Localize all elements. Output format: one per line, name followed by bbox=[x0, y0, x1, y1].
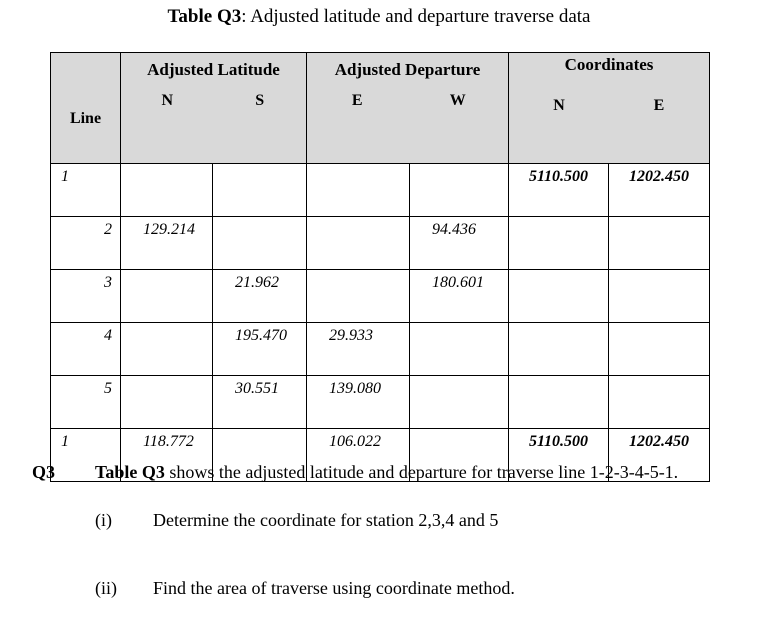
latitude-n-cell bbox=[121, 323, 213, 376]
latitude-n-cell: 118.772 bbox=[121, 429, 213, 482]
question-number: Q3 bbox=[32, 462, 56, 482]
question-intro bbox=[95, 462, 678, 483]
line-number: 5 bbox=[104, 380, 112, 397]
departure-e-cell bbox=[307, 270, 410, 323]
question-part-text: Determine the coordinate for station 2,3,4 and 5 bbox=[153, 510, 499, 530]
header-departure-w: W bbox=[449, 92, 466, 109]
latitude-s-cell: 30.551 bbox=[213, 376, 307, 429]
table-caption bbox=[0, 6, 758, 28]
table-row bbox=[51, 323, 710, 376]
coord-e-cell bbox=[609, 323, 710, 376]
coord-e-cell bbox=[609, 376, 710, 429]
table-row bbox=[51, 270, 710, 323]
coord-n-cell bbox=[509, 217, 609, 270]
line-number: 3 bbox=[104, 274, 112, 291]
question-intro-text: shows the adjusted latitude and departure for traverse line 1-2-3-4-5-1. bbox=[164, 462, 679, 482]
coord-n-cell: 5110.500 bbox=[509, 429, 609, 482]
line-cell bbox=[51, 217, 121, 270]
departure-e-cell: 139.080 bbox=[307, 376, 410, 429]
latitude-n-cell bbox=[121, 270, 213, 323]
latitude-s-cell bbox=[213, 217, 307, 270]
departure-w-cell: 180.601 bbox=[410, 270, 509, 323]
departure-w-cell bbox=[410, 164, 509, 217]
departure-e-cell: 29.933 bbox=[307, 323, 410, 376]
header-coordinates-label: Coordinates bbox=[564, 55, 654, 74]
departure-w-cell: 94.436 bbox=[410, 217, 509, 270]
table-row bbox=[51, 217, 710, 270]
latitude-n-cell bbox=[121, 376, 213, 429]
departure-w-cell bbox=[410, 376, 509, 429]
latitude-n-cell: 129.214 bbox=[121, 217, 213, 270]
coord-n-cell bbox=[509, 270, 609, 323]
caption-text: : Adjusted latitude and departure traverse data bbox=[241, 6, 591, 27]
latitude-s-cell: 195.470 bbox=[213, 323, 307, 376]
line-cell bbox=[51, 270, 121, 323]
header-departure-e: E bbox=[351, 92, 363, 109]
header-coordinates bbox=[509, 53, 710, 164]
table-row bbox=[51, 164, 710, 217]
header-latitude-s: S bbox=[255, 92, 265, 109]
header-adjusted-departure-label: Adjusted Departure bbox=[334, 60, 481, 79]
departure-e-cell bbox=[307, 164, 410, 217]
latitude-n-cell bbox=[121, 164, 213, 217]
header-coord-n: N bbox=[553, 97, 565, 114]
latitude-s-cell: 21.962 bbox=[213, 270, 307, 323]
coord-e-cell: 1202.450 bbox=[609, 164, 710, 217]
coord-e-cell bbox=[609, 270, 710, 323]
coord-n-cell: 5110.500 bbox=[509, 164, 609, 217]
header-line: Line bbox=[51, 53, 121, 164]
question-part-label: (i) bbox=[95, 510, 112, 530]
line-number: 1 bbox=[61, 433, 69, 450]
latitude-s-cell bbox=[213, 164, 307, 217]
coord-n-cell bbox=[509, 376, 609, 429]
coord-n-cell bbox=[509, 323, 609, 376]
table-header-row bbox=[51, 53, 710, 164]
header-coord-e: E bbox=[653, 97, 665, 114]
caption-label: Table Q3 bbox=[167, 6, 242, 27]
question-intro-bold: Table Q3 bbox=[95, 462, 165, 482]
line-cell bbox=[51, 376, 121, 429]
line-number: 1 bbox=[61, 168, 69, 185]
departure-e-cell bbox=[307, 217, 410, 270]
departure-e-cell: 106.022 bbox=[307, 429, 410, 482]
line-number: 2 bbox=[104, 221, 112, 238]
header-latitude-n: N bbox=[161, 92, 174, 109]
question-part-label: (ii) bbox=[95, 578, 117, 598]
coord-e-cell bbox=[609, 217, 710, 270]
header-adjusted-latitude-label: Adjusted Latitude bbox=[147, 60, 280, 79]
header-adjusted-latitude bbox=[121, 53, 307, 164]
header-adjusted-departure bbox=[307, 53, 509, 164]
line-cell bbox=[51, 164, 121, 217]
question-part-text: Find the area of traverse using coordinate method. bbox=[153, 578, 515, 598]
line-number: 4 bbox=[104, 327, 112, 344]
coord-e-cell: 1202.450 bbox=[609, 429, 710, 482]
departure-w-cell bbox=[410, 323, 509, 376]
traverse-table bbox=[50, 52, 710, 482]
table-row bbox=[51, 376, 710, 429]
line-cell bbox=[51, 323, 121, 376]
